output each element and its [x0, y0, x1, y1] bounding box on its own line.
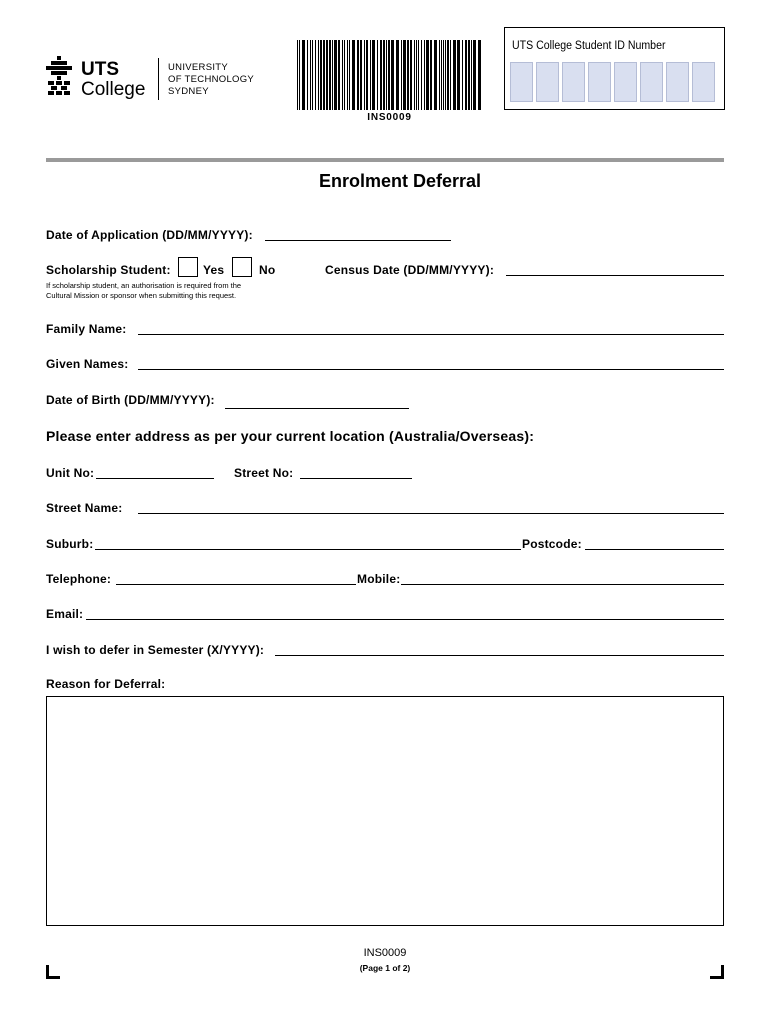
barcode-bar	[326, 40, 328, 110]
barcode-bar	[403, 40, 406, 110]
date-of-birth-label: Date of Birth (DD/MM/YYYY):	[46, 393, 215, 407]
street-name-label: Street Name:	[46, 501, 123, 515]
suburb-input[interactable]	[96, 533, 520, 549]
date-of-birth-input[interactable]	[226, 392, 408, 408]
barcode-code: INS0009	[367, 112, 412, 123]
barcode-bar	[453, 40, 456, 110]
reason-for-deferral-textarea[interactable]	[46, 696, 724, 926]
census-date-input[interactable]	[507, 259, 723, 275]
suburb-line	[95, 549, 521, 550]
email-line	[86, 619, 724, 620]
scholarship-yes-label: Yes	[203, 263, 225, 277]
barcode-bar	[450, 40, 451, 110]
barcode-bar	[372, 40, 375, 110]
unit-no-label: Unit No:	[46, 466, 95, 480]
logo-uts-text: UTS	[81, 59, 119, 80]
telephone-line	[116, 584, 356, 585]
barcode-bar	[410, 40, 412, 110]
university-line-3: SYDNEY	[168, 86, 209, 97]
scholarship-note-line-2: Cultural Mission or sponsor when submitting this request.	[46, 291, 237, 300]
barcode-bar	[344, 40, 345, 110]
defer-semester-input[interactable]	[276, 639, 723, 655]
barcode-bar	[310, 40, 311, 110]
barcode-bar	[332, 40, 333, 110]
postcode-input[interactable]	[586, 533, 723, 549]
university-line-2: OF TECHNOLOGY	[168, 74, 255, 85]
telephone-input[interactable]	[117, 568, 355, 584]
student-id-digit-1[interactable]	[510, 62, 533, 102]
barcode-bar	[342, 40, 343, 110]
barcode-bar	[401, 40, 402, 110]
university-line-1: UNIVERSITY	[168, 62, 229, 73]
scholarship-no-checkbox[interactable]	[232, 257, 252, 277]
date-of-application-line	[265, 240, 451, 241]
barcode-bar	[418, 40, 419, 110]
barcode-bar	[383, 40, 385, 110]
barcode-bar	[407, 40, 409, 110]
barcode-bar	[447, 40, 449, 110]
barcode-bar	[315, 40, 316, 110]
defer-semester-label: I wish to defer in Semester (X/YYYY):	[46, 643, 265, 657]
scholarship-yes-checkbox[interactable]	[178, 257, 198, 277]
census-date-label: Census Date (DD/MM/YYYY):	[325, 263, 495, 277]
barcode-bar	[320, 40, 322, 110]
barcode-bar	[297, 40, 298, 110]
street-no-line	[300, 478, 412, 479]
logo-college-text: College	[81, 79, 146, 100]
given-names-line	[138, 369, 724, 370]
footer-code: INS0009	[363, 947, 407, 959]
barcode-bar	[312, 40, 313, 110]
barcode-bar	[434, 40, 437, 110]
student-id-digit-8[interactable]	[692, 62, 715, 102]
street-name-line	[138, 513, 724, 514]
student-id-digit-2[interactable]	[536, 62, 559, 102]
email-label: Email:	[46, 607, 84, 621]
barcode-bar	[416, 40, 417, 110]
barcode-bar	[396, 40, 399, 110]
barcode-bar	[329, 40, 331, 110]
barcode-bar	[299, 40, 300, 110]
barcode-bar	[386, 40, 387, 110]
student-id-digit-6[interactable]	[640, 62, 663, 102]
student-id-digit-7[interactable]	[666, 62, 689, 102]
barcode-bar	[441, 40, 442, 110]
scholarship-no-label: No	[259, 263, 276, 277]
barcode-bar	[468, 40, 470, 110]
barcode-bar	[439, 40, 440, 110]
street-name-input[interactable]	[139, 497, 723, 513]
uts-college-logo	[46, 56, 266, 104]
address-heading: Please enter address as per your current location (Australia/Overseas):	[46, 428, 535, 444]
barcode-bar	[338, 40, 340, 110]
defer-semester-line	[275, 655, 724, 656]
date-of-birth-line	[225, 408, 409, 409]
barcode-bar	[426, 40, 429, 110]
barcode-bar	[323, 40, 325, 110]
suburb-label: Suburb:	[46, 537, 94, 551]
barcode-bar	[377, 40, 378, 110]
family-name-input[interactable]	[139, 318, 723, 334]
barcode-bar	[366, 40, 368, 110]
logo-divider	[158, 58, 159, 100]
barcode-bar	[349, 40, 350, 110]
barcode-bar	[334, 40, 337, 110]
barcode-bar	[478, 40, 481, 110]
date-of-application-label: Date of Application (DD/MM/YYYY):	[46, 228, 253, 242]
barcode-bar	[347, 40, 348, 110]
reason-for-deferral-label: Reason for Deferral:	[46, 677, 166, 691]
date-of-application-input[interactable]	[266, 224, 450, 240]
student-id-digit-3[interactable]	[562, 62, 585, 102]
scholarship-note	[46, 281, 241, 301]
barcode-bar	[352, 40, 355, 110]
header-rule	[46, 158, 724, 162]
barcode-bar	[430, 40, 432, 110]
given-names-label: Given Names:	[46, 357, 129, 371]
barcode-bar	[457, 40, 460, 110]
barcode-bar	[364, 40, 365, 110]
barcode-bar	[391, 40, 394, 110]
census-date-line	[506, 275, 724, 276]
given-names-input[interactable]	[139, 353, 723, 369]
barcode-bar	[307, 40, 308, 110]
postcode-label: Postcode:	[522, 537, 582, 551]
barcode-bar	[424, 40, 425, 110]
barcode-bar	[443, 40, 444, 110]
student-id-digit-4[interactable]	[588, 62, 611, 102]
barcode-bar	[465, 40, 467, 110]
footer-page-number: (Page 1 of 2)	[359, 963, 411, 973]
student-id-label: UTS College Student ID Number	[512, 40, 666, 52]
barcode-bar	[360, 40, 362, 110]
uts-logo-mark-icon	[46, 56, 72, 100]
scholarship-note-line-1: If scholarship student, an authorisation is required from the	[46, 281, 242, 290]
postcode-line	[585, 549, 724, 550]
street-no-label: Street No:	[234, 466, 294, 480]
barcode	[297, 40, 482, 112]
barcode-bar	[471, 40, 472, 110]
street-no-input[interactable]	[301, 462, 411, 478]
barcode-bar	[414, 40, 415, 110]
barcode-bar	[357, 40, 359, 110]
university-name	[168, 62, 254, 98]
scholarship-student-label: Scholarship Student:	[46, 263, 171, 277]
barcode-bar	[445, 40, 446, 110]
corner-mark-bottom-right	[710, 965, 724, 979]
family-name-line	[138, 334, 724, 335]
corner-mark-bottom-left	[46, 965, 60, 979]
barcode-bar	[302, 40, 305, 110]
page-title: Enrolment Deferral	[318, 171, 482, 191]
family-name-label: Family Name:	[46, 322, 127, 336]
telephone-label: Telephone:	[46, 572, 112, 586]
barcode-bar	[380, 40, 382, 110]
barcode-bar	[473, 40, 476, 110]
email-input[interactable]	[87, 603, 723, 619]
unit-no-input[interactable]	[97, 462, 213, 478]
barcode-bar	[370, 40, 371, 110]
barcode-bar	[388, 40, 390, 110]
barcode-bar	[318, 40, 319, 110]
mobile-input[interactable]	[402, 568, 723, 584]
unit-no-line	[96, 478, 214, 479]
student-id-digit-5[interactable]	[614, 62, 637, 102]
barcode-bar	[462, 40, 463, 110]
mobile-line	[401, 584, 724, 585]
mobile-label: Mobile:	[357, 572, 401, 586]
barcode-bar	[421, 40, 422, 110]
